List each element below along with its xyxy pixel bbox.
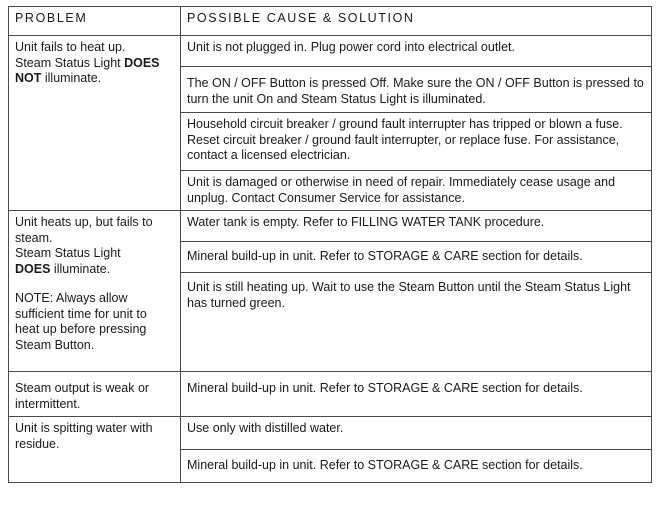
problem-cell <box>9 36 181 211</box>
table-row <box>9 417 652 450</box>
solution-cell: Mineral build-up in unit. Refer to STORAGE & CARE section for details. <box>181 372 652 417</box>
solution-cell: Unit is still heating up. Wait to use the Steam Button until the Steam Status Light has turned green. <box>181 273 652 372</box>
solution-cell: Unit is not plugged in. Plug power cord into electrical outlet. <box>181 36 652 67</box>
table-row <box>9 372 652 417</box>
solution-cell: Mineral build-up in unit. Refer to STORAGE & CARE section for details. <box>181 242 652 273</box>
table-row <box>9 36 652 67</box>
header-solution: POSSIBLE CAUSE & SOLUTION <box>181 7 652 36</box>
problem-cell <box>9 211 181 372</box>
solution-cell: Household circuit breaker / ground fault interrupter has tripped or blown a fuse. Reset circuit breaker / ground fault interrupter, or replace fuse. For assistance, contact a licensed electrician. <box>181 113 652 171</box>
problem-emphasis: DOES <box>15 261 51 276</box>
solution-cell: Use only with distilled water. <box>181 417 652 450</box>
problem-note: NOTE: Always allow sufficient time for unit to heat up before pressing Steam Button. <box>15 291 147 352</box>
solution-cell: Unit is damaged or otherwise in need of repair. Immediately cease usage and unplug. Contact Consumer Service for assistance. <box>181 171 652 211</box>
problem-cell: Unit is spitting water with residue. <box>9 417 181 483</box>
solution-cell: The ON / OFF Button is pressed Off. Make sure the ON / OFF Button is pressed to turn the unit On and Steam Status Light is illuminated. <box>181 67 652 113</box>
problem-text: Steam Status Light <box>15 246 121 260</box>
problem-text: Steam Status Light <box>15 55 125 70</box>
troubleshooting-table <box>8 6 652 483</box>
problem-text: Unit heats up, but fails to steam. <box>15 215 153 245</box>
header-problem: PROBLEM <box>9 7 181 36</box>
problem-text: illuminate. <box>50 261 111 276</box>
problem-cell: Steam output is weak or intermittent. <box>9 372 181 417</box>
problem-text: illuminate. <box>41 71 102 85</box>
problem-emphasis: NOT <box>15 71 42 85</box>
solution-cell: Mineral build-up in unit. Refer to STORAGE & CARE section for details. <box>181 450 652 483</box>
problem-emphasis: DOES <box>124 55 160 70</box>
header-row <box>9 7 652 36</box>
table-row <box>9 211 652 242</box>
solution-cell: Water tank is empty. Refer to FILLING WATER TANK procedure. <box>181 211 652 242</box>
problem-text: Unit fails to heat up. <box>15 40 126 54</box>
